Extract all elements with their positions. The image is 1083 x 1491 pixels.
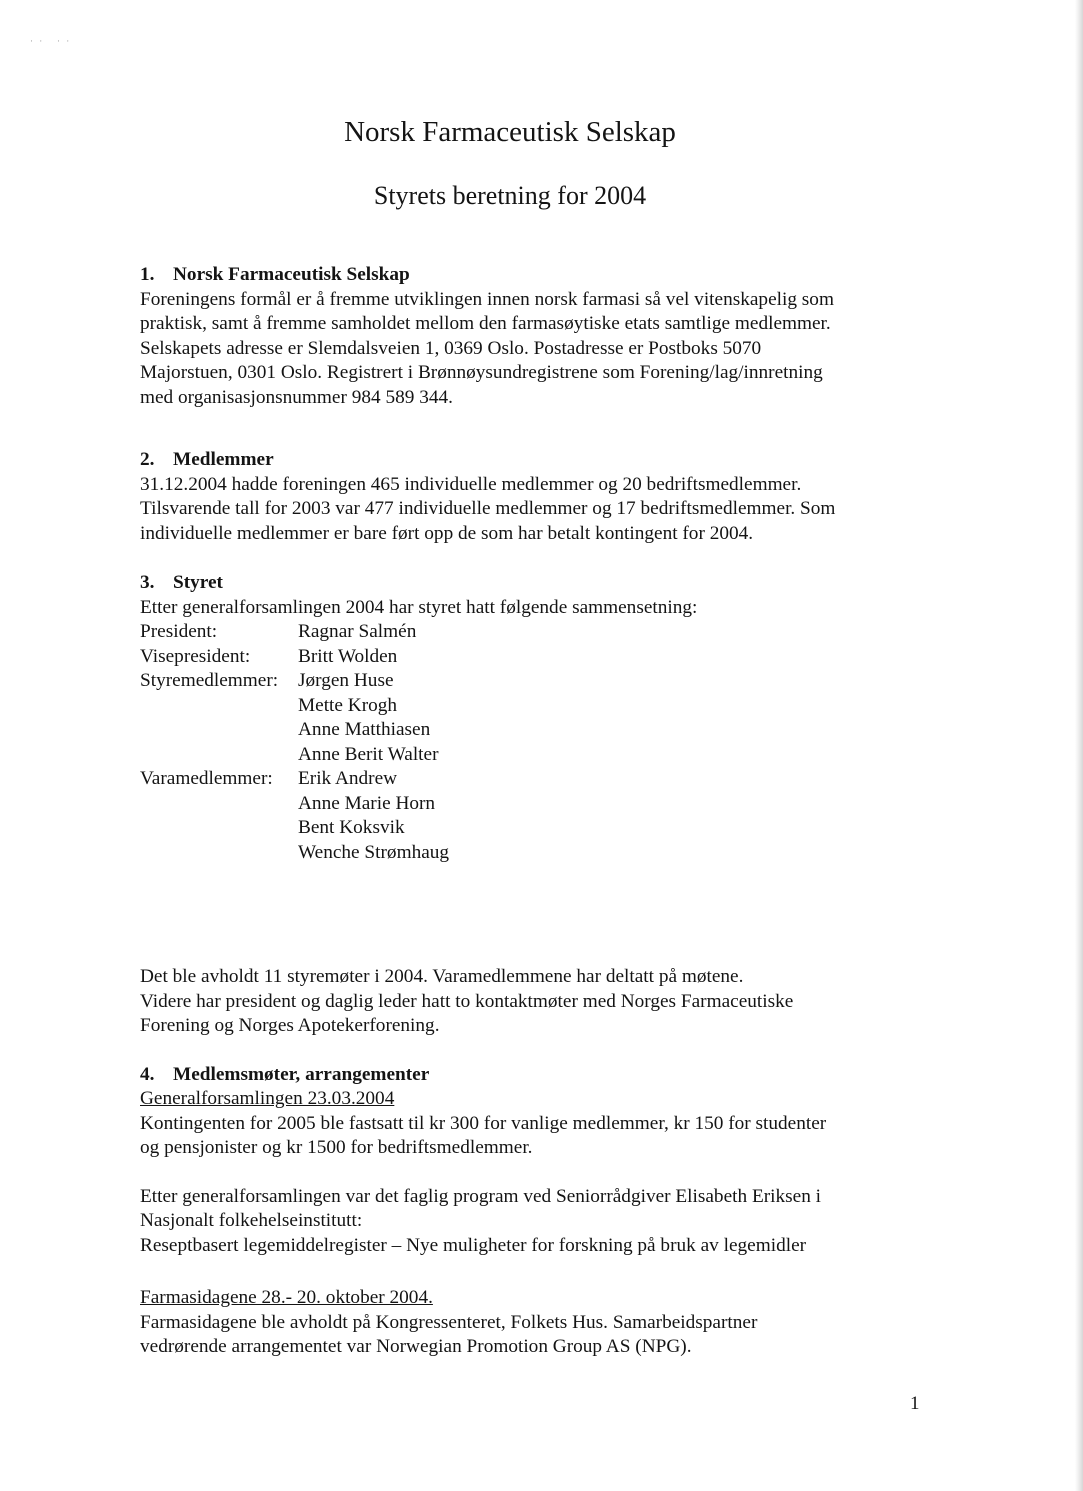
paragraph-line: Foreningens formål er å fremme utviklingen innen norsk farmasi så vel vitenskapelig som — [140, 288, 834, 310]
section-title: Medlemmer — [173, 449, 274, 470]
board-role — [140, 743, 298, 768]
section-number: 2. — [140, 449, 155, 470]
board-role: Varamedlemmer: — [140, 768, 273, 789]
paragraph-line: Etter generalforsamlingen var det faglig program ved Seniorrådgiver Elisabeth Eriksen i — [140, 1185, 822, 1207]
document-subtitle: Styrets beretning for 2004 — [373, 181, 647, 210]
subsection-title: Generalforsamlingen 23.03.2004 — [140, 1088, 395, 1109]
paragraph-line: Tilsvarende tall for 2003 var 477 individuelle medlemmer og 17 bedriftsmedlemmer. Som — [140, 498, 836, 519]
board-row — [140, 841, 930, 866]
section-heading-4 — [140, 1063, 930, 1088]
scan-marks: · · · · — [30, 36, 72, 46]
paragraph-line: Majorstuen, 0301 Oslo. Registrert i Brønnøysundregistrene som Forening/lag/innretning — [140, 362, 823, 383]
paragraph-line: Videre har president og daglig leder hatt to kontaktmøter med Norges Farmaceutiske — [140, 990, 794, 1012]
board-row — [140, 620, 930, 645]
section-heading-2 — [140, 448, 930, 473]
board-role — [140, 816, 298, 841]
section-title: Styret — [173, 572, 223, 593]
paragraph-line: 31.12.2004 hadde foreningen 465 individuelle medlemmer og 20 bedriftsmedlemmer. — [140, 473, 802, 495]
paragraph-line: vedrørende arrangementet var Norwegian Promotion Group AS (NPG). — [140, 1336, 692, 1357]
board-row — [140, 816, 930, 841]
board-role — [140, 841, 298, 866]
board-role: President: — [140, 621, 218, 642]
paragraph-line: Nasjonalt folkehelseinstitutt: — [140, 1210, 363, 1231]
section-heading-3 — [140, 571, 930, 596]
board-member-name: Anne Berit Walter — [298, 743, 439, 765]
board-row — [140, 645, 930, 670]
board-row — [140, 767, 930, 792]
board-list — [140, 620, 930, 865]
board-row — [140, 792, 930, 817]
document-title: Norsk Farmaceutisk Selskap — [344, 116, 676, 148]
board-role — [140, 718, 298, 743]
paragraph-line: Farmasidagene ble avholdt på Kongressenteret, Folkets Hus. Samarbeidspartner — [140, 1311, 758, 1333]
board-member-name: Jørgen Huse — [298, 670, 394, 691]
paragraph-line: Etter generalforsamlingen 2004 har styret hatt følgende sammensetning: — [140, 596, 698, 618]
paragraph-line: Reseptbasert legemiddelregister – Nye muligheter for forskning på bruk av legemidler — [140, 1234, 807, 1256]
paragraph-line: Forening og Norges Apotekerforening. — [140, 1015, 440, 1036]
board-row — [140, 694, 930, 719]
paragraph-line: Det ble avholdt 11 styremøter i 2004. Varamedlemmene har deltatt på møtene. — [140, 966, 744, 987]
section-title: Medlemsmøter, arrangementer — [173, 1063, 430, 1085]
board-row — [140, 718, 930, 743]
section-heading-1 — [140, 263, 930, 288]
section-number: 4. — [140, 1063, 155, 1085]
board-member-name: Britt Wolden — [298, 645, 398, 667]
paragraph-line: Selskapets adresse er Slemdalsveien 1, 0369 Oslo. Postadresse er Postboks 5070 — [140, 337, 762, 359]
board-member-name: Ragnar Salmén — [298, 621, 417, 642]
board-member-name: Wenche Strømhaug — [298, 841, 450, 863]
board-role: Styremedlemmer: — [140, 670, 279, 691]
subsection-title: Farmasidagene 28.- 20. oktober 2004. — [140, 1287, 433, 1308]
board-member-name: Bent Koksvik — [298, 817, 405, 838]
page-number: 1 — [910, 1393, 920, 1414]
board-role — [140, 694, 298, 719]
paragraph-line: praktisk, samt å fremme samholdet mellom den farmasøytiske etats samtlige medlemmer. — [140, 313, 831, 334]
section-title: Norsk Farmaceutisk Selskap — [173, 264, 410, 285]
document-body — [140, 263, 930, 1360]
board-row — [140, 669, 930, 694]
board-member-name: Anne Marie Horn — [298, 792, 436, 814]
section-number: 1. — [140, 264, 155, 285]
paragraph-line: med organisasjonsnummer 984 589 344. — [140, 386, 453, 408]
paragraph-line: og pensjonister og kr 1500 for bedriftsmedlemmer. — [140, 1137, 533, 1158]
board-role: Visepresident: — [140, 645, 251, 667]
board-role — [140, 792, 298, 817]
paragraph-line: Kontingenten for 2005 ble fastsatt til kr 300 for vanlige medlemmer, kr 150 for studenter — [140, 1112, 827, 1134]
paragraph-line: individuelle medlemmer er bare ført opp de som har betalt kontingent for 2004. — [140, 522, 754, 544]
board-row — [140, 743, 930, 768]
scan-edge-shadow — [1075, 0, 1083, 1491]
board-member-name: Erik Andrew — [298, 768, 398, 789]
section-number: 3. — [140, 572, 155, 593]
board-member-name: Mette Krogh — [298, 694, 398, 716]
board-member-name: Anne Matthiasen — [298, 719, 431, 740]
